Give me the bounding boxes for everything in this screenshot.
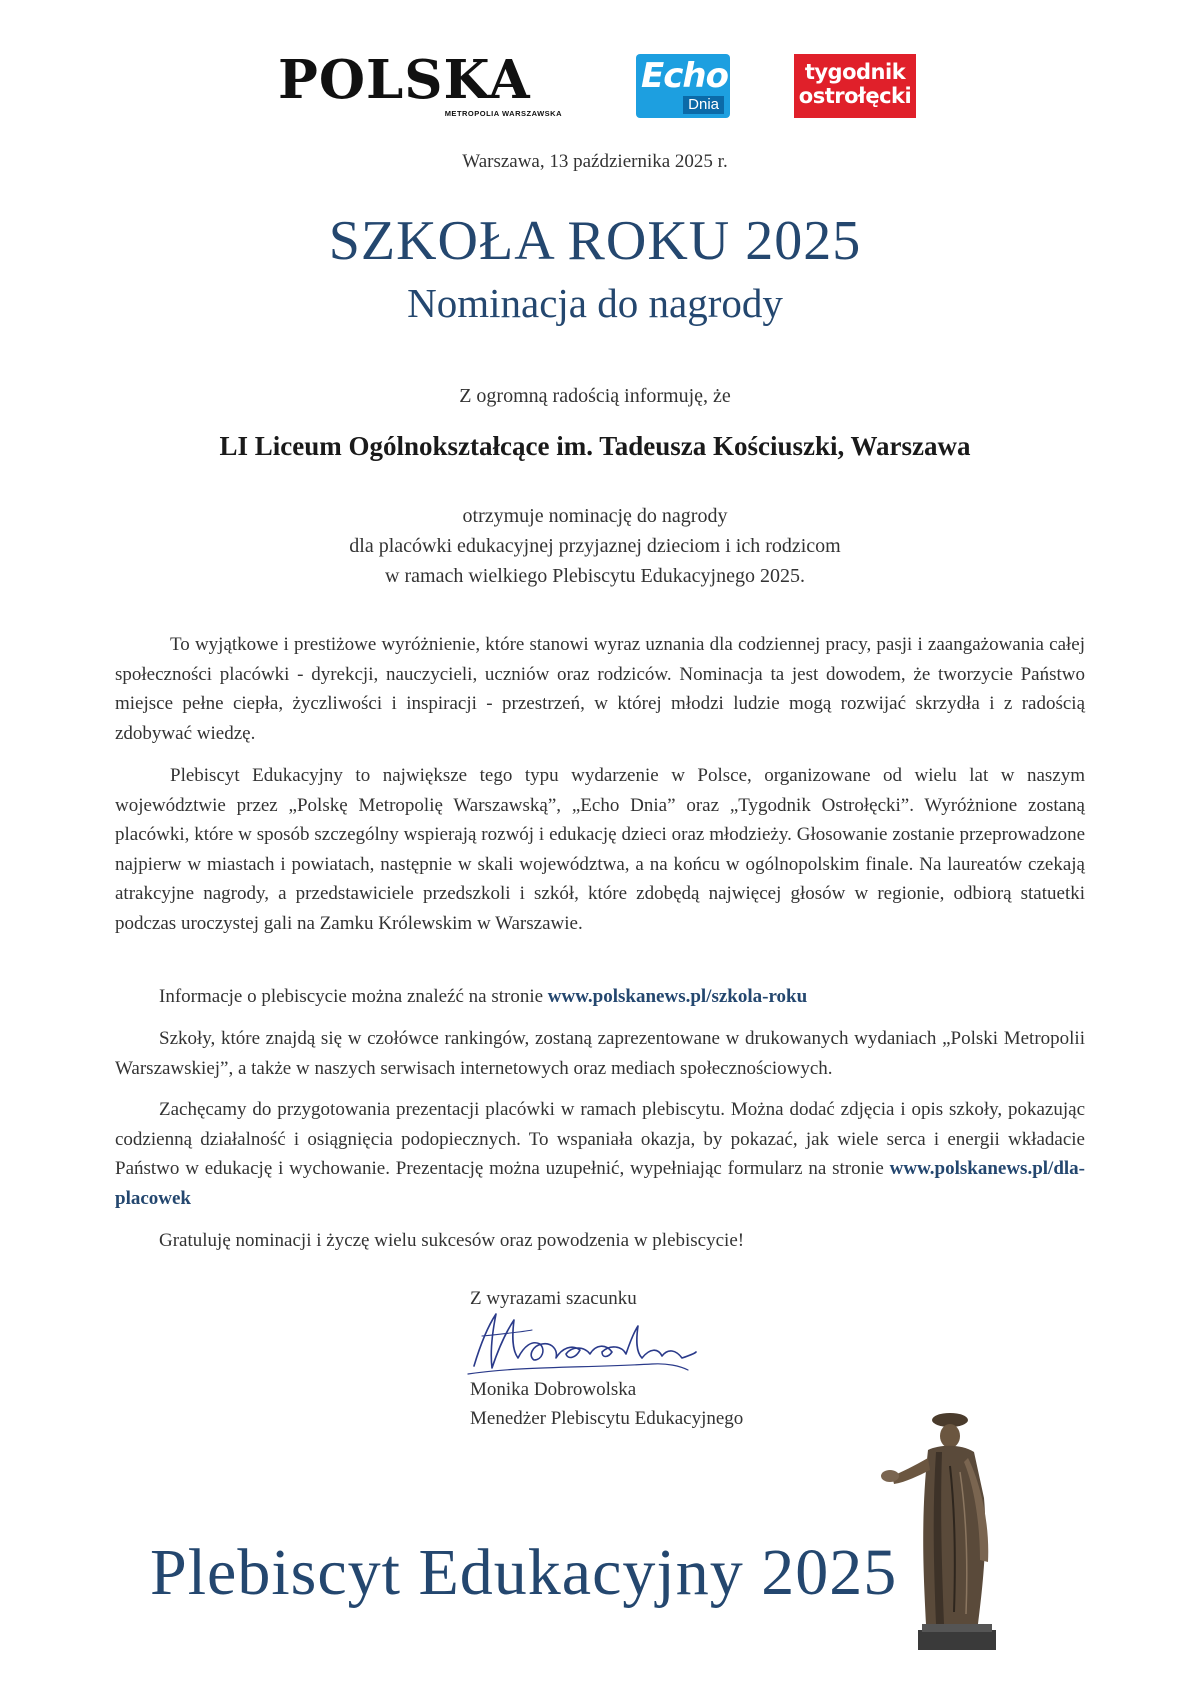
tygodnik-logo-line1: tygodnik [804,60,906,84]
dla-placowek-link[interactable]: www.polskanews.pl/dla-placowek [115,1158,1085,1209]
tygodnik-logo-line2: ostrołęcki [798,84,912,108]
polska-logo [278,49,566,118]
polska-logo-subtitle: METROPOLIA WARSZAWSKA [444,109,562,118]
intro-text: Z ogromną radością informuję, że [459,385,731,407]
body-paragraph-3 [115,982,1085,1012]
paragraph-5-text: Zachęcamy do przygotowania prezentacji placówki w ramach plebiscytu. Można dodać zdjęcia i opis szkoły, pokazując codzienną działalność i osiągnięcia podopiecznych. To wspaniała okazja, by pokazać, jak wiele serca i energii wkładacie Państwo w edukację i wychowanie. Prezentację można uzupełnić, wypełniając formularz na stronie [115,1099,1085,1179]
echo-dnia-logo [636,54,730,118]
letter-date: Warszawa, 13 października 2025 r. [462,151,728,172]
signer-role: Menedżer Plebiscytu Edukacyjnego [470,1408,744,1429]
award-line: w ramach wielkiego Plebiscytu Edukacyjnego 2025. [385,565,805,587]
szkola-roku-link[interactable]: www.polskanews.pl/szkola-roku [547,986,808,1007]
closing-salutation: Z wyrazami szacunku [470,1288,637,1309]
signer-name: Monika Dobrowolska [470,1379,637,1400]
polska-logo-text: POLSKA [278,49,531,111]
award-statuette-image [880,1402,1020,1652]
body-paragraph-5 [115,1095,1085,1213]
body-paragraph-6: Gratuluję nominacji i życzę wielu sukcesów oraz powodzenia w plebiscycie! [159,1230,745,1251]
tygodnik-ostrolecki-logo [794,54,916,118]
handwritten-signature [462,1306,698,1386]
body-paragraph-1: To wyjątkowe i prestiżowe wyróżnienie, które stanowi wyraz uznania dla codziennej pracy, pasji i zaangażowania całej społeczności placówki - dyrekcji, nauczycieli, uczniów oraz rodziców. Nominacja ta jest dowodem, że tworzycie Państwo miejsce pełne ciepła, życzliwości i inspiracji - przestrzeń, w której młodzi ludzie mogą rozwijać skrzydła i z radością zdobywać wiedzę. [115,634,1085,744]
echo-logo-text: Echo [641,56,728,96]
header-logos [0,49,1190,122]
page-subtitle: Nominacja do nagrody [407,280,783,326]
paragraph-3-text: Informacje o plebiscycie można znaleźć na stronie [159,986,544,1007]
award-line: otrzymuje nominację do nagrody [462,505,728,527]
footer-title: Plebiscyt Edukacyjny 2025 [150,1536,898,1609]
award-line: dla placówki edukacyjnej przyjaznej dzieciom i ich rodzicom [349,535,841,557]
body-paragraph-2: Plebiscyt Edukacyjny to największe tego typu wydarzenie w Polsce, organizowane od wielu lat w naszym województwie przez „Polskę Metropolię Warszawską”, „Echo Dnia” oraz „Tygodnik Ostrołęcki”. Wyróżnione zostaną placówki, które w sposób szczególny wspierają rozwój i edukację dzieci oraz młodzieży. Głosowanie zostanie przeprowadzone najpierw w miastach i powiatach, następnie w skali województwa, a na końcu w ogólnopolskim finale. Na laureatów czekają atrakcyjne nagrody, a przedstawiciele przedszkoli i szkół, które zdobędą najwięcej głosów w regionie, odbiorą statuetki podczas uroczystej gali na Zamku Królewskim w Warszawie. [115,765,1085,934]
page-title: SZKOŁA ROKU 2025 [328,210,862,272]
echo-logo-subtitle: Dnia [683,96,724,114]
school-name: LI Liceum Ogólnokształcące im. Tadeusza Kościuszki, Warszawa [219,431,971,461]
body-paragraph-4: Szkoły, które znajdą się w czołówce rankingów, zostaną zaprezentowane w drukowanych wydaniach „Polski Metropolii Warszawskiej”, a także w naszych serwisach internetowych oraz mediach społecznościowych. [115,1028,1085,1079]
